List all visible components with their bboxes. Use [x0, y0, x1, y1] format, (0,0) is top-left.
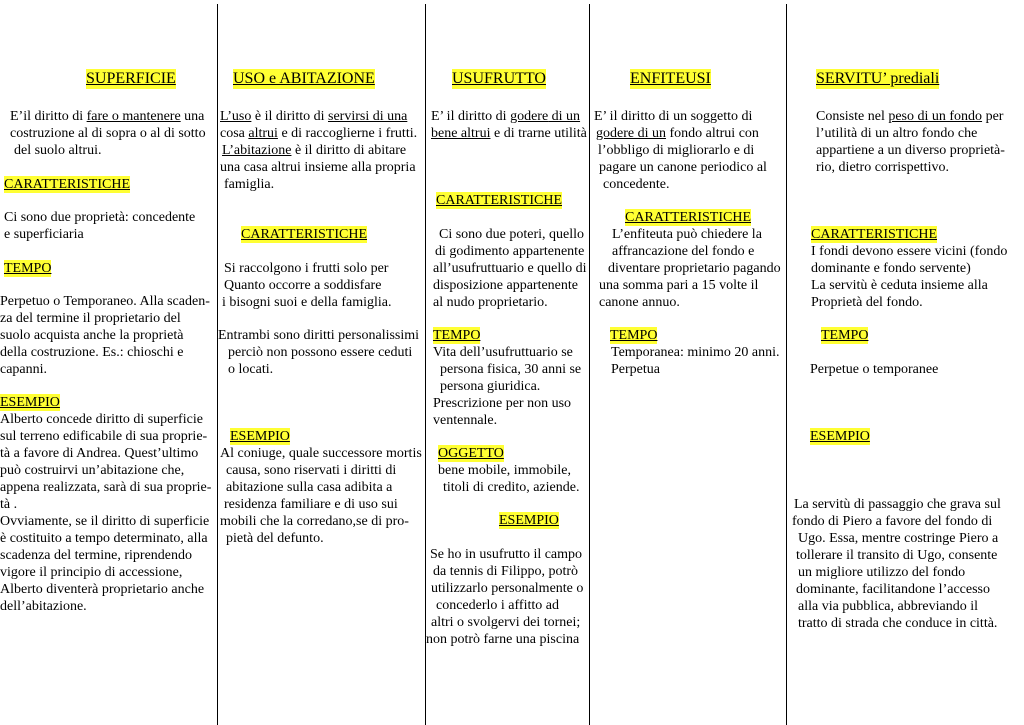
superficie-esempio-line: è costituito a tempo determinato, alla — [0, 531, 208, 546]
servitu-car-line: dominante e fondo servente) — [811, 261, 971, 276]
servitu-tempo-label: TEMPO — [821, 328, 869, 343]
servitu-def-line: Consiste nel peso di un fondo per — [816, 109, 1004, 124]
uso-esempio-line: Al coniuge, quale successore mortis — [220, 446, 422, 461]
enfiteusi-car-line: una somma pari a 15 volte il — [599, 278, 759, 293]
superficie-def-line: E’il diritto di fare o mantenere una — [10, 109, 205, 124]
usufrutto-def-line: bene altrui e di trarne utilità — [431, 126, 587, 141]
enfiteusi-car-label: CARATTERISTICHE — [625, 210, 751, 225]
enfiteusi-def-line: l’obbligo di migliorarlo e di — [598, 143, 755, 158]
column-divider — [217, 4, 218, 725]
servitu-car-line: Proprietà del fondo. — [811, 295, 923, 310]
servitu-title: SERVITU’ prediali — [816, 70, 940, 87]
enfiteusi-car-line: affrancazione del fondo e — [612, 244, 755, 259]
uso-def-line: famiglia. — [224, 177, 275, 192]
uso-esempio-label: ESEMPIO — [230, 429, 290, 444]
enfiteusi-title: ENFITEUSI — [630, 70, 711, 87]
superficie-def-line: del suolo altrui. — [14, 143, 102, 158]
servitu-esempio-line: fondo di Piero a favore del fondo di — [792, 514, 993, 529]
servitu-esempio-line: alla via pubblica, abbreviando il — [798, 599, 978, 614]
usufrutto-tempo-line: persona fisica, 30 anni se — [440, 362, 582, 377]
superficie-tempo-line: capanni. — [0, 362, 48, 377]
uso-extra-line: Entrambi sono diritti personalissimi — [218, 328, 420, 343]
uso-def-line: cosa altrui e di raccoglierne i frutti. — [220, 126, 418, 141]
usufrutto-oggetto-line: titoli di credito, aziende. — [443, 480, 580, 495]
superficie-esempio-line: scadenza del termine, riprendendo — [0, 548, 193, 563]
usufrutto-tempo-line: ventennale. — [433, 413, 498, 428]
servitu-car-label: CARATTERISTICHE — [811, 227, 937, 242]
superficie-esempio-label: ESEMPIO — [0, 395, 60, 410]
enfiteusi-tempo-line: Perpetua — [611, 362, 660, 377]
enfiteusi-tempo-line: Temporanea: minimo 20 anni. — [611, 345, 780, 360]
superficie-esempio-line: tà a favore di Andrea. Quest’ultimo — [0, 446, 199, 461]
superficie-esempio-line: dell’abitazione. — [0, 599, 87, 614]
enfiteusi-car-line: diventare proprietario pagando — [608, 261, 781, 276]
uso-esempio-line: mobili che la corredano,se di pro- — [220, 514, 409, 529]
usufrutto-esempio-line: non potrò farne una piscina — [426, 632, 580, 647]
superficie-tempo-line: Perpetuo o Temporaneo. Alla scaden- — [0, 294, 210, 309]
usufrutto-esempio-line: da tennis di Filippo, potrò — [433, 564, 579, 579]
uso-car-line: Si raccolgono i frutti solo per — [224, 261, 389, 276]
enfiteusi-def-line: godere di un fondo altrui con — [596, 126, 759, 141]
superficie-car-line: e superficiaria — [4, 227, 84, 242]
usufrutto-car-line: Ci sono due poteri, quello — [439, 227, 585, 242]
uso-car-line: Quanto occorre a soddisfare — [224, 278, 382, 293]
usufrutto-esempio-line: Se ho in usufrutto il campo — [430, 547, 583, 562]
uso-esempio-line: causa, sono riservati i diritti di — [226, 463, 397, 478]
servitu-esempio-label: ESEMPIO — [810, 429, 870, 444]
uso-esempio-line: abitazione sulla casa adibita a — [226, 480, 393, 495]
superficie-car-label: CARATTERISTICHE — [4, 177, 130, 192]
servitu-def-line: rio, dietro corrispettivo. — [816, 160, 949, 175]
servitu-def-line: l’utilità di un altro fondo che — [816, 126, 978, 141]
superficie-car-line: Ci sono due proprietà: concedente — [4, 210, 196, 225]
superficie-def-line: costruzione al di sopra o al di sotto — [10, 126, 206, 141]
enfiteusi-car-line: canone annuo. — [599, 295, 680, 310]
column-divider — [589, 4, 590, 725]
superficie-esempio-line: può costruirvi un’abitazione che, — [0, 463, 185, 478]
uso-esempio-line: residenza familiare e di uso sui — [224, 497, 398, 512]
superficie-esempio-line: tà . — [0, 497, 18, 512]
uso-car-label: CARATTERISTICHE — [241, 227, 367, 242]
usufrutto-esempio-label: ESEMPIO — [499, 513, 559, 528]
servitu-tempo-line: Perpetue o temporanee — [810, 362, 939, 377]
superficie-esempio-line: Ovviamente, se il diritto di superficie — [0, 514, 210, 529]
servitu-esempio-line: Ugo. Essa, mentre costringe Piero a — [798, 531, 999, 546]
uso-def-line: L’uso è il diritto di servirsi di una — [220, 109, 408, 124]
usufrutto-def-line: E’ il diritto di godere di un — [431, 109, 581, 124]
superficie-tempo-line: della costruzione. Es.: chioschi e — [0, 345, 184, 360]
superficie-tempo-line: za del termine il proprietario del — [0, 311, 181, 326]
usufrutto-tempo-label: TEMPO — [433, 328, 481, 343]
servitu-esempio-line: tratto di strada che conduce in città. — [798, 616, 998, 631]
column-divider — [425, 4, 426, 725]
superficie-title: SUPERFICIE — [86, 70, 176, 87]
usufrutto-car-line: all’usufruttuario e quello di — [433, 261, 587, 276]
usufrutto-esempio-line: altri o svolgervi dei tornei; — [431, 615, 581, 630]
servitu-car-line: La servitù è ceduta insieme alla — [811, 278, 988, 293]
servitu-esempio-line: La servitù di passaggio che grava sul — [794, 497, 1001, 512]
uso-def-line: L’abitazione è il diritto di abitare — [222, 143, 407, 158]
superficie-esempio-line: Alberto concede diritto di superficie — [0, 412, 203, 427]
usufrutto-oggetto-label: OGGETTO — [438, 446, 504, 461]
superficie-esempio-line: appena realizzata, sarà di sua proprie- — [0, 480, 212, 495]
usufrutto-esempio-line: utilizzarlo personalmente o — [431, 581, 584, 596]
usufrutto-oggetto-line: bene mobile, immobile, — [438, 463, 571, 478]
superficie-esempio-line: Alberto diventerà proprietario anche — [0, 582, 205, 597]
usufrutto-tempo-line: persona giuridica. — [440, 379, 541, 394]
superficie-tempo-line: suolo acquista anche la proprietà — [0, 328, 184, 343]
servitu-def-line: appartiene a un diverso proprietà- — [816, 143, 1005, 158]
usufrutto-car-line: di godimento appartenente — [435, 244, 585, 259]
uso-title: USO e ABITAZIONE — [233, 70, 375, 87]
usufrutto-tempo-line: Prescrizione per non uso — [433, 396, 572, 411]
usufrutto-car-label: CARATTERISTICHE — [436, 193, 562, 208]
uso-def-line: una casa altrui insieme alla propria — [220, 160, 416, 175]
enfiteusi-car-line: L’enfiteuta può chiedere la — [612, 227, 762, 242]
superficie-tempo-label: TEMPO — [4, 261, 52, 276]
uso-extra-line: o locati. — [228, 362, 274, 377]
usufrutto-esempio-line: concederlo i affitto ad — [436, 598, 559, 613]
column-divider — [786, 4, 787, 725]
servitu-esempio-line: tollerare il transito di Ugo, consente — [796, 548, 998, 563]
enfiteusi-def-line: E’ il diritto di un soggetto di — [594, 109, 753, 124]
usufrutto-tempo-line: Vita dell’usufruttuario se — [433, 345, 573, 360]
usufrutto-car-line: al nudo proprietario. — [433, 295, 548, 310]
servitu-esempio-line: un migliore utilizzo del fondo — [798, 565, 966, 580]
uso-car-line: i bisogni suoi e della famiglia. — [222, 295, 392, 310]
usufrutto-title: USUFRUTTO — [452, 70, 546, 87]
enfiteusi-def-line: concedente. — [603, 177, 670, 192]
servitu-esempio-line: dominante, facilitandone l’accesso — [796, 582, 990, 597]
enfiteusi-tempo-label: TEMPO — [610, 328, 658, 343]
superficie-esempio-line: sul terreno edificabile di sua proprie- — [0, 429, 208, 444]
enfiteusi-def-line: pagare un canone periodico al — [599, 160, 767, 175]
usufrutto-car-line: disposizione appartenente — [433, 278, 579, 293]
uso-esempio-line: pietà del defunto. — [226, 531, 324, 546]
uso-extra-line: perciò non possono essere ceduti — [228, 345, 413, 360]
superficie-esempio-line: vigore il principio di accessione, — [0, 565, 183, 580]
servitu-car-line: I fondi devono essere vicini (fondo — [811, 244, 1008, 259]
